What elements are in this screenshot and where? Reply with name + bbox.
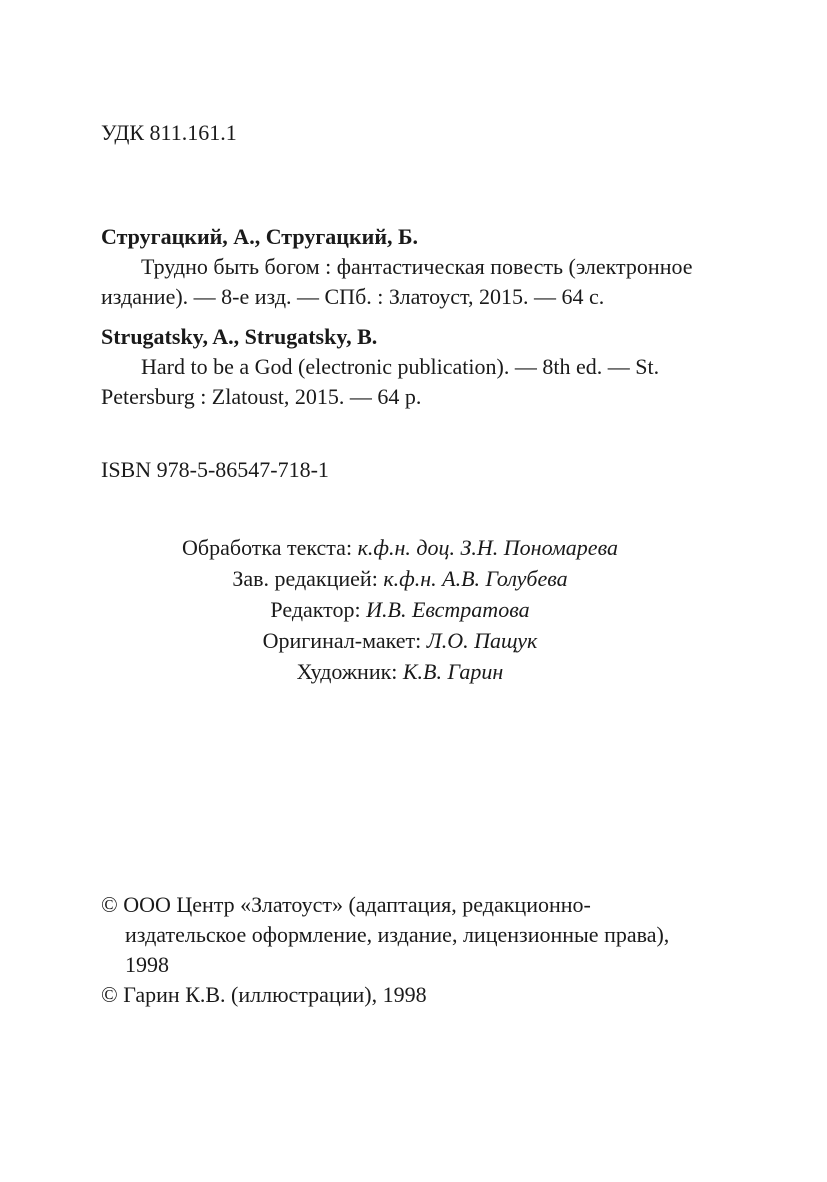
entry-authors: Strugatsky, A., Strugatsky, B.	[101, 324, 378, 349]
credit-name: к.ф.н. доц. З.Н. Пономарева	[357, 535, 618, 560]
credit-role: Обработка текста:	[182, 535, 353, 560]
entry-authors: Стругацкий, А., Стругацкий, Б.	[101, 224, 419, 249]
credit-role: Оригинал-макет:	[262, 628, 422, 653]
credit-name: к.ф.н. А.В. Голубева	[383, 566, 568, 591]
credit-role: Художник:	[296, 659, 398, 684]
credit-layout	[100, 625, 700, 656]
isbn: ISBN 978-5-86547-718-1	[101, 457, 329, 482]
credits-list	[100, 532, 700, 687]
bibliographic-entry-ru	[101, 222, 701, 312]
entry-description: Hard to be a God (electronic publication). — 8th ed. — St.	[141, 354, 660, 379]
credit-role: Редактор:	[270, 597, 361, 622]
entry-description: Трудно быть богом : фантастическая повесть (электронное	[141, 254, 693, 279]
copyright-line: © Гарин К.В. (иллюстрации), 1998	[101, 982, 427, 1007]
credit-name: Л.О. Пащук	[426, 628, 538, 653]
credit-name: К.В. Гарин	[402, 659, 504, 684]
entry-description-cont: издание). — 8-е изд. — СПб. : Златоуст, 2015. — 64 с.	[101, 284, 605, 309]
copyright-line: 1998	[125, 952, 169, 977]
copyright-notice	[101, 890, 701, 1010]
credit-head-of-editorial	[100, 563, 700, 594]
copyright-line: © ООО Центр «Златоуст» (адаптация, редакционно-	[101, 892, 591, 917]
credit-artist	[100, 656, 700, 687]
credit-role: Зав. редакцией:	[232, 566, 378, 591]
entry-description-cont: Petersburg : Zlatoust, 2015. — 64 p.	[101, 384, 422, 409]
credit-editor	[100, 594, 700, 625]
credit-text-processing	[100, 532, 700, 563]
udk-code: УДК 811.161.1	[101, 120, 237, 145]
bibliographic-entry-en	[101, 322, 701, 412]
credit-name: И.В. Евстратова	[366, 597, 530, 622]
copyright-line: издательское оформление, издание, лицензионные права),	[125, 922, 670, 947]
